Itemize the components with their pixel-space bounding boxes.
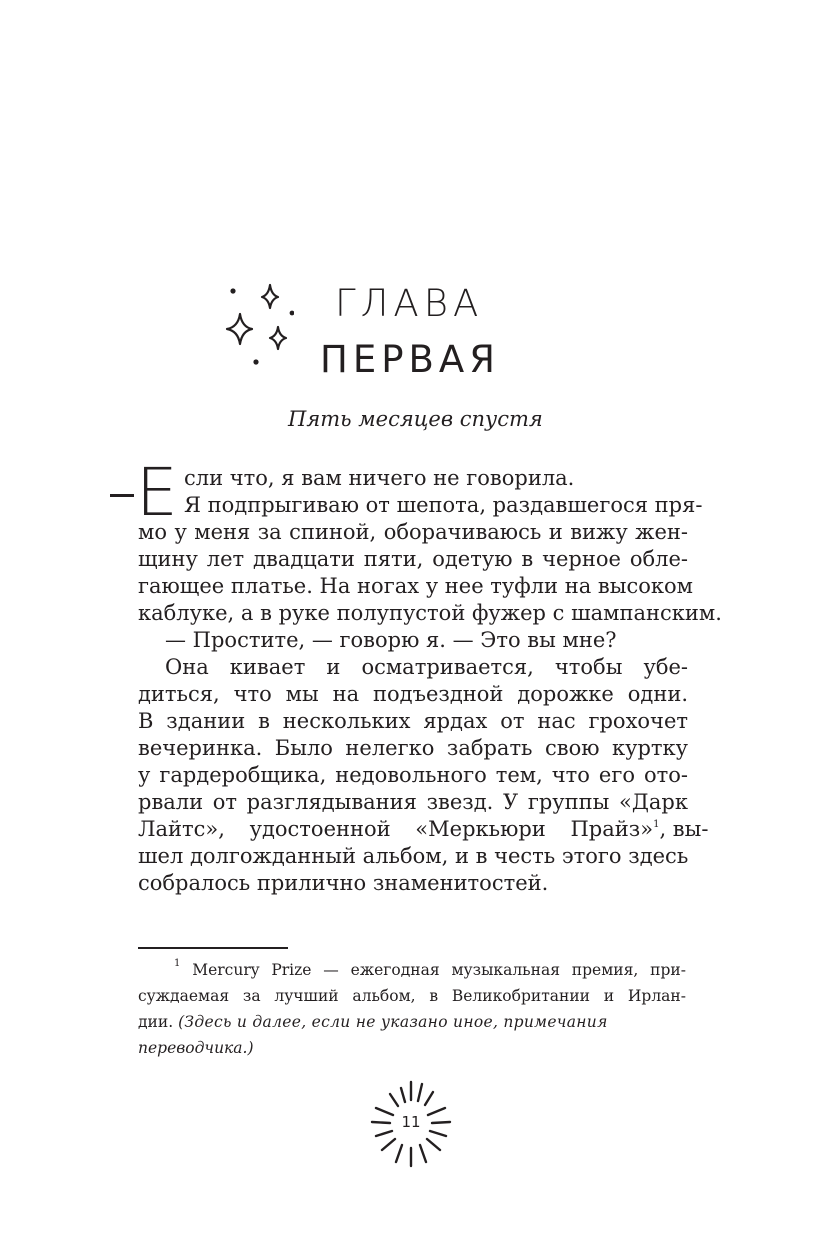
drop-cap: Е: [136, 454, 178, 531]
body-line-11: вечеринка. Было нелегко забрать свою куртку: [138, 736, 688, 760]
page-number: 11: [401, 1113, 421, 1131]
body-line-3: мо у меня за спиной, оборачиваюсь и вижу жен-: [138, 520, 688, 544]
body-line-10: В здании в нескольких ярдах от нас грохочет: [138, 709, 688, 733]
footnote-line-3: [138, 1010, 686, 1035]
footnote-line-4-italic: переводчика.): [138, 1039, 254, 1057]
chapter-heading-number: ПЕРВАЯ: [320, 338, 500, 381]
footnote-line-4: [138, 1036, 686, 1061]
footnote-reference: 1: [653, 819, 660, 830]
body-line-15: шел долгожданный альбом, и в честь этого здесь: [138, 844, 689, 868]
body-line-6: каблуке, а в руке полупустой фужер с шампанским.: [138, 601, 722, 625]
body-line-8: Она кивает и осматривается, чтобы убе-: [165, 655, 688, 679]
dialogue-dash: [110, 494, 134, 497]
footnote-line-2: суждаемая за лучший альбом, в Великобритании и Ирлан-: [138, 987, 686, 1005]
body-line-16: собралось прилично знаменитостей.: [138, 871, 549, 895]
chapter-heading-word: ГЛАВА: [335, 282, 484, 325]
body-line-9: диться, что мы на подъездной дорожке одни.: [138, 682, 688, 706]
body-line-14-end: [653, 816, 708, 843]
body-line-4: щину лет двадцати пяти, одетую в черное обле-: [138, 547, 688, 571]
footnote-line-3-plain: дии.: [138, 1013, 179, 1031]
footnote-marker: 1: [174, 958, 181, 969]
body-line-2: Я подпрыгиваю от шепота, раздавшегося пря-: [184, 493, 703, 517]
footnote-line-1-text: Mercury Prize — ежегодная музыкальная премия, при-: [192, 961, 686, 979]
body-line-5: гающее платье. На ногах у нее туфли на высоком: [138, 574, 693, 598]
sparkle-stars-icon: [218, 282, 294, 368]
footnote-line-1: [174, 958, 686, 983]
body-line-1: сли что, я вам ничего не говорила.: [184, 466, 575, 490]
body-line-14: [138, 816, 709, 843]
chapter-subtitle: Пять месяцев спустя: [288, 407, 543, 431]
body-line-14-text: Лайтс», удостоенной «Меркьюри Прайз»: [138, 817, 654, 841]
body-line-14-tail: , вы-: [659, 817, 709, 841]
body-line-12: у гардеробщика, недовольного тем, что его ото-: [138, 763, 688, 787]
body-line-13: рвали от разглядывания звезд. У группы «Дарк: [138, 790, 688, 814]
footnote-divider: [138, 947, 288, 949]
footnote-line-3-italic: (Здесь и далее, если не указано иное, примечания: [178, 1013, 608, 1031]
body-line-7: — Простите, — говорю я. — Это вы мне?: [165, 628, 617, 652]
